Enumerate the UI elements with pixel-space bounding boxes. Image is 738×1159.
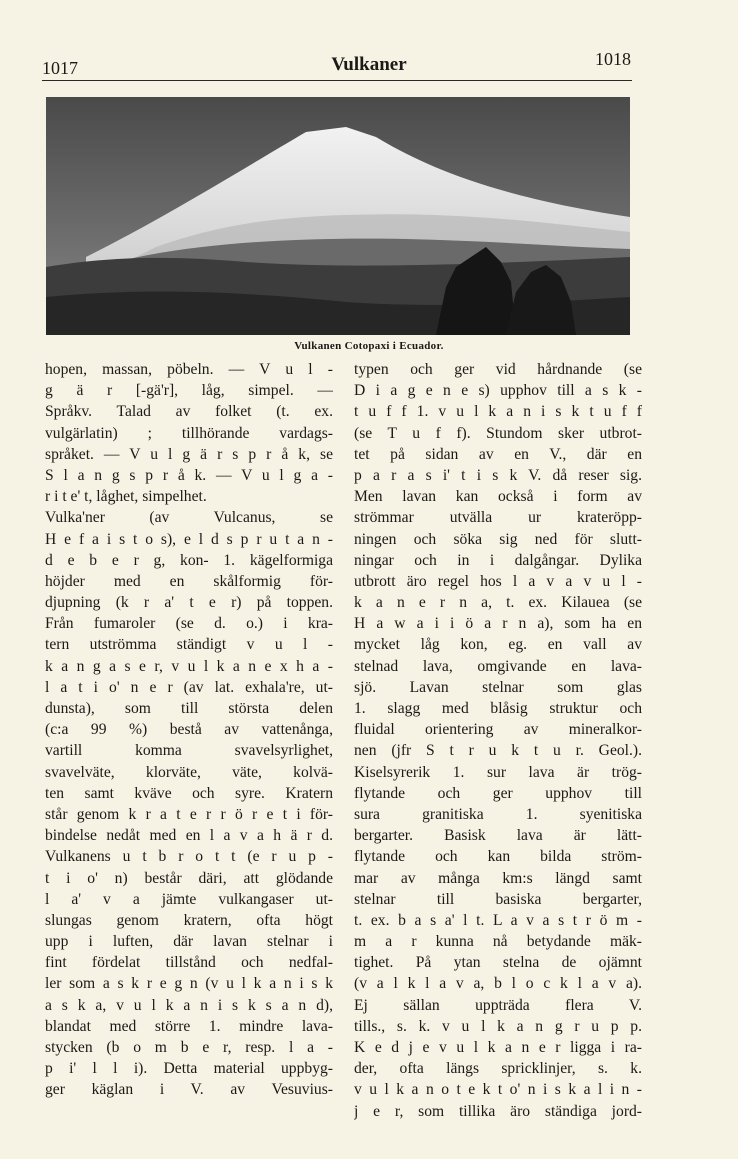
text-line: l a' v a jämte vulkangaser ut-	[45, 890, 333, 908]
text-line: stelnad lava, omgivande en lava-	[354, 657, 642, 675]
text-line: t i o' n) består däri, att glödande	[45, 869, 333, 887]
text-line: mycket låg kon, eg. en vall av	[354, 636, 642, 654]
text-line: står genom k r a t e r r ö r e t i för-	[45, 805, 333, 823]
text-line: k a n e r n a, t. ex. Kilauea (se	[354, 594, 642, 612]
text-line: typen och ger vid hårdnande (se	[354, 361, 642, 378]
text-line: Kiselsyrerik 1. sur lava är trög-	[354, 763, 642, 781]
text-line: l a t i o' n e r (av lat. exhala're, ut-	[45, 678, 333, 696]
text-line: g ä r [-gä'r], låg, simpel. —	[45, 382, 333, 400]
text-line: H a w a i i ö a r n a), som ha en	[354, 615, 642, 633]
page-number-right: 1018	[595, 49, 631, 69]
text-line: strömmar utvälla ur krateröpp-	[354, 509, 642, 527]
text-line: D i a g e n e s) upphov till a s k -	[354, 382, 642, 400]
text-line: höjder med en skålformig för-	[45, 572, 333, 590]
text-line: utbrott äro regel hos l a v a v u l -	[354, 572, 642, 590]
text-line: Vulka'ner (av Vulcanus, se	[45, 509, 333, 527]
text-line: fint fördelat tillstånd och nedfal-	[45, 954, 333, 972]
text-line: H e f a i s t o s), e l d s p r u t a n -	[45, 530, 333, 548]
right-column	[354, 359, 642, 1122]
text-line: upp i luften, där lavan stelnar i	[45, 933, 333, 951]
text-line: sjö. Lavan stelnar som glas	[354, 678, 642, 696]
text-line: vulgärlatin) ; tillhörande vardags-	[45, 424, 333, 442]
header-rule	[42, 80, 632, 81]
text-line: k a n g a s e r, v u l k a n e x h a -	[45, 657, 333, 675]
text-line: mar av många km:s längd samt	[354, 869, 642, 887]
text-line: t u f f 1. v u l k a n i s k t u f f	[354, 403, 642, 421]
text-line: stelnar till basiska bergarter,	[354, 890, 642, 908]
text-line: tet på sidan av en V., där en	[354, 445, 642, 463]
page-title: Vulkaner	[331, 54, 407, 75]
text-line: slungas genom kratern, ofta högt	[45, 911, 333, 929]
text-line: S l a n g s p r å k. — V u l g a -	[45, 466, 333, 484]
text-line: Från fumaroler (se d. o.) i kra-	[45, 615, 333, 633]
text-line: sura granitiska 1. syenitiska	[354, 805, 642, 823]
cotopaxi-photo	[46, 97, 630, 335]
text-line: der, ofta längs spricklinjer, s. k.	[354, 1060, 642, 1078]
text-line: p a r a s i' t i s k V. då reser sig.	[354, 466, 642, 484]
text-line: nen (jfr S t r u k t u r. Geol.).	[354, 742, 642, 760]
text-line: stycken (b o m b e r, resp. l a -	[45, 1039, 333, 1056]
text-line: tighet. På ytan stelna de ojämnt	[354, 954, 642, 972]
text-line: K e d j e v u l k a n e r ligga i ra-	[354, 1039, 642, 1056]
text-line: ten samt kväve och syre. Kratern	[45, 784, 333, 802]
text-line: (se T u f f). Stundom sker utbrot-	[354, 424, 642, 442]
text-line: tills., s. k. v u l k a n g r u p p.	[354, 1017, 642, 1035]
text-line: flytande och kan bilda ström-	[354, 848, 642, 866]
text-line: p i' l l i). Detta material uppbyg-	[45, 1060, 333, 1078]
text-line: dunsta), som till största delen	[45, 700, 333, 717]
left-column	[45, 359, 333, 1101]
text-line: bindelse nedåt med en l a v a h ä r d.	[45, 827, 333, 845]
text-line: Vulkanens u t b r o t t (e r u p -	[45, 848, 333, 866]
page-number-left: 1017	[42, 58, 78, 78]
text-line: hopen, massan, pöbeln. — V u l -	[45, 361, 333, 378]
text-line: fluidal orientering av mineralkor-	[354, 721, 642, 739]
text-line: (v a l k l a v a, b l o c k l a v a).	[354, 975, 642, 993]
figure-caption: Vulkanen Cotopaxi i Ecuador.	[294, 340, 444, 352]
text-line: tern utströmma ständigt v u l -	[45, 636, 333, 654]
text-line: ger käglan i V. av Vesuvius-	[45, 1081, 333, 1099]
text-line: r i t e' t, låghet, simpelhet.	[45, 488, 207, 506]
text-line: Men lavan kan också i form av	[354, 488, 642, 506]
text-line: d e b e r g, kon- 1. kägelformiga	[45, 551, 333, 569]
text-line: v u l k a n o t e k t o' n i s k a l i n -	[354, 1081, 642, 1099]
text-line: j e r, som tillika äro ständiga jord-	[354, 1102, 642, 1120]
text-line: svavelväte, klorväte, väte, kolvä-	[45, 763, 333, 781]
text-line: m a r kunna nå betydande mäk-	[354, 933, 642, 951]
text-line: språket. — V u l g ä r s p r å k, se	[45, 445, 333, 463]
text-line: ningen och söka sig ned för slutt-	[354, 530, 642, 548]
text-line: Ej sällan uppträda flera V.	[354, 996, 642, 1014]
text-line: Språkv. Talad av folket (t. ex.	[45, 403, 333, 421]
text-line: a s k a, v u l k a n i s k s a n d),	[45, 996, 333, 1014]
text-line: ler som a s k r e g n (v u l k a n i s k	[45, 975, 333, 993]
text-line: bergarter. Basisk lava är lätt-	[354, 827, 642, 845]
text-line: ningar och in i dalgångar. Dylika	[354, 551, 642, 569]
text-line: (c:a 99 %) bestå av vattenånga,	[45, 721, 333, 739]
text-line: djupning (k r a' t e r) på toppen.	[45, 594, 333, 612]
text-line: flytande och ger upphov till	[354, 784, 642, 802]
text-line: 1. slagg med blåsig struktur och	[354, 700, 642, 717]
text-line: blandat med större 1. mindre lava-	[45, 1017, 333, 1035]
text-line: t. ex. b a s a' l t. L a v a s t r ö m -	[354, 911, 642, 929]
text-line: vartill komma svavelsyrlighet,	[45, 742, 333, 760]
